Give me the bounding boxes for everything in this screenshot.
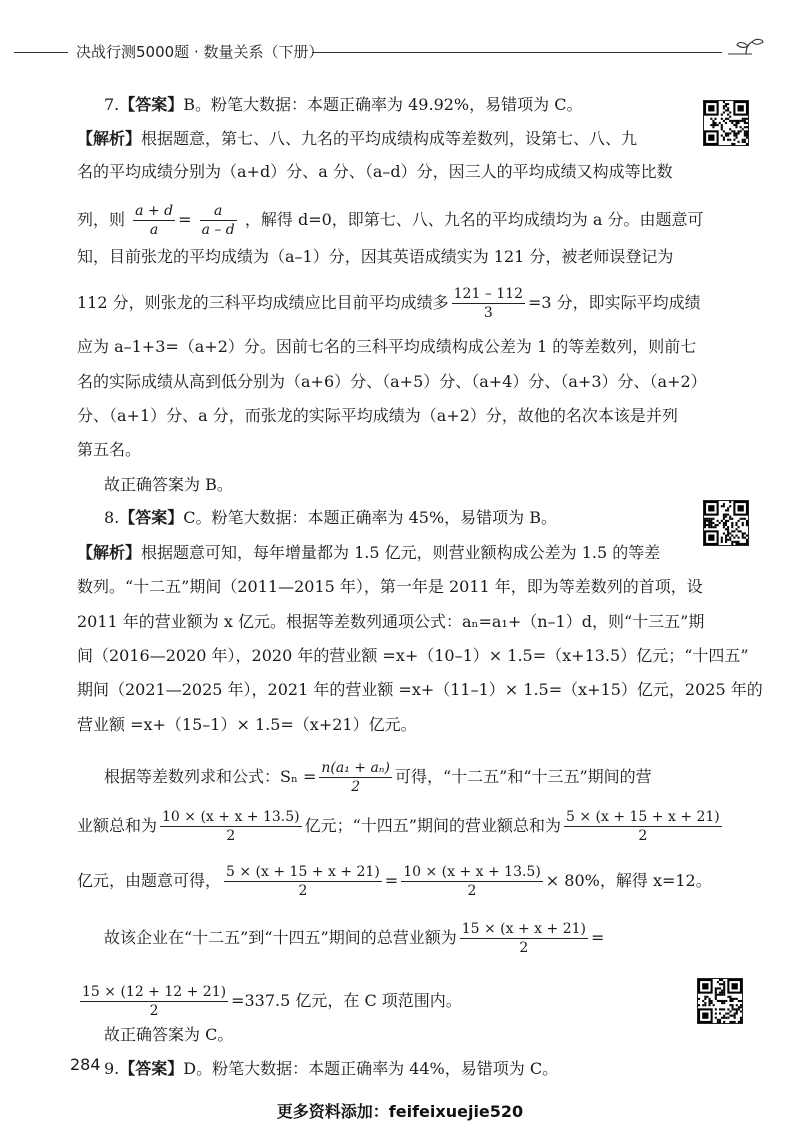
q8-analysis-line-3: 2011 年的营业额为 x 亿元。根据等差数列通项公式：aₙ=a₁+（n–1）d，则“十三五”期 bbox=[77, 612, 705, 631]
q7-analysis-line-5 bbox=[77, 285, 701, 322]
denominator: 2 bbox=[638, 828, 648, 844]
answer-tag: 【答案】 bbox=[119, 95, 184, 114]
q8-text: 根据题意可知，每年增量都为 1.5 亿元，则营业额构成公差为 1.5 的等差 bbox=[141, 543, 661, 562]
fraction bbox=[401, 863, 543, 900]
q8-number: 8. bbox=[104, 508, 120, 527]
analysis-tag: 【解析】 bbox=[77, 543, 142, 562]
header-rule-right bbox=[312, 52, 722, 53]
q7-analysis-line-1 bbox=[77, 129, 637, 149]
numerator: 15 × (x + x + 21) bbox=[461, 921, 586, 937]
q7-text: 根据题意，第七、八、九名的平均成绩构成等差数列，设第七、八、九 bbox=[141, 129, 638, 148]
q8-text: × 80%，解得 x=12。 bbox=[545, 871, 712, 890]
q8-text: =337.5 亿元，在 C 项范围内。 bbox=[231, 991, 462, 1010]
denominator: a – d bbox=[201, 222, 235, 238]
denominator: 3 bbox=[483, 305, 493, 321]
denominator: 2 bbox=[467, 883, 477, 899]
q8-analysis-line-7 bbox=[104, 759, 652, 796]
q7-analysis-line-2: 名的平均成绩分别为（a+d）分、a 分、（a–d）分，因三人的平均成绩又构成等比数 bbox=[77, 162, 673, 181]
fraction bbox=[160, 808, 302, 845]
q7-answer-text: B。粉笔大数据：本题正确率为 49.92%，易错项为 C。 bbox=[183, 95, 583, 114]
numerator: a + d bbox=[135, 203, 174, 219]
q8-analysis-line-11 bbox=[77, 983, 462, 1020]
fraction bbox=[133, 202, 175, 239]
q9-answer-text: D。粉笔大数据：本题正确率为 44%，易错项为 C。 bbox=[183, 1059, 559, 1078]
q8-analysis-line-2: 数列。“十二五”期间（2011—2015 年），第一年是 2011 年，即为等差数列的首项，设 bbox=[77, 577, 703, 596]
q7-analysis-line-4: 知，目前张龙的平均成绩为（a–1）分，因其英语成绩实为 121 分，被老师误登记为 bbox=[77, 247, 674, 266]
q7-analysis-line-7: 名的实际成绩从高到低分别为（a+6）分、（a+5）分、（a+4）分、（a+3）分、（a+2） bbox=[77, 372, 707, 391]
fraction bbox=[564, 808, 722, 845]
analysis-tag: 【解析】 bbox=[77, 129, 142, 148]
q8-text: 可得，“十二五”和“十三五”期间的营 bbox=[394, 767, 652, 786]
q7-text: =3 分，即实际平均成绩 bbox=[527, 293, 701, 312]
q7-analysis-line-9: 第五名。 bbox=[77, 440, 142, 459]
q8-analysis-line-9 bbox=[77, 863, 712, 900]
answer-tag: 【答案】 bbox=[119, 1059, 184, 1078]
numerator: 10 × (x + x + 13.5) bbox=[162, 809, 300, 825]
q8-analysis-line-5: 期间（2021—2025 年），2021 年的营业额 =x+（11–1）× 1.5=（x+15）亿元，2025 年的 bbox=[77, 680, 763, 699]
q8-analysis-line-4: 间（2016—2020 年），2020 年的营业额 =x+（10–1）× 1.5=（x+13.5）亿元；“十四五” bbox=[77, 646, 749, 665]
numerator: 15 × (12 + 12 + 21) bbox=[82, 984, 227, 1000]
fraction bbox=[460, 920, 588, 957]
denominator: 2 bbox=[149, 1003, 159, 1019]
denominator: 2 bbox=[298, 883, 308, 899]
numerator: 5 × (x + 15 + x + 21) bbox=[226, 864, 380, 880]
fraction bbox=[80, 983, 228, 1020]
sprout-icon bbox=[726, 36, 766, 64]
q8-text: 亿元，由题意可得， bbox=[77, 871, 222, 890]
q7-text: 112 分，则张龙的三科平均成绩应比目前平均成绩多 bbox=[77, 293, 449, 312]
equals-sign: = bbox=[590, 928, 605, 947]
fraction bbox=[200, 202, 237, 239]
q7-answer-line bbox=[104, 95, 582, 115]
denominator: 2 bbox=[519, 940, 529, 956]
q7-analysis-line-3 bbox=[77, 202, 704, 239]
qr-code-icon[interactable] bbox=[697, 978, 743, 1024]
q8-text: 根据等差数列求和公式：Sₙ = bbox=[104, 767, 317, 786]
q9-number: 9. bbox=[104, 1059, 120, 1078]
book-title: 决战行测5000题 · 数量关系（下册） bbox=[76, 43, 324, 61]
numerator: 10 × (x + x + 13.5) bbox=[403, 864, 541, 880]
numerator: a bbox=[200, 202, 237, 221]
q8-analysis-line-8 bbox=[77, 808, 725, 845]
denominator: 2 bbox=[226, 828, 236, 844]
equals-sign: = bbox=[384, 871, 399, 890]
answer-tag: 【答案】 bbox=[119, 508, 184, 527]
q9-answer-line bbox=[104, 1059, 558, 1079]
fraction bbox=[224, 863, 382, 900]
q8-text: 故该企业在“十二五”到“十四五”期间的总营业额为 bbox=[104, 928, 457, 947]
q7-analysis-line-6: 应为 a–1+3=（a+2）分。因前七名的三科平均成绩构成公差为 1 的等差数列，则前七 bbox=[77, 337, 697, 356]
footer-note: 更多资料添加：feifeixuejie520 bbox=[276, 1102, 524, 1121]
running-header bbox=[0, 36, 800, 66]
denominator: 2 bbox=[351, 779, 361, 795]
q8-answer-text: C。粉笔大数据：本题正确率为 45%，易错项为 B。 bbox=[183, 508, 558, 527]
q7-text: ，解得 d=0，即第七、八、九名的平均成绩均为 a 分。由题意可 bbox=[244, 210, 704, 229]
numerator: 121 – 112 bbox=[453, 286, 523, 302]
equals-sign: = bbox=[178, 210, 192, 229]
fraction bbox=[452, 285, 525, 322]
denominator: a bbox=[149, 222, 159, 238]
page-number: 284 bbox=[70, 1055, 101, 1074]
fraction bbox=[319, 759, 392, 796]
qr-code-icon[interactable] bbox=[703, 500, 749, 546]
q7-number: 7. bbox=[104, 95, 120, 114]
q7-text: 列，则 bbox=[77, 210, 126, 229]
q8-conclusion: 故正确答案为 C。 bbox=[104, 1025, 234, 1044]
q8-text: 亿元；“十四五”期间的营业额总和为 bbox=[304, 816, 561, 835]
numerator: n(a₁ + aₙ) bbox=[321, 760, 390, 776]
q7-conclusion: 故正确答案为 B。 bbox=[104, 475, 233, 494]
q8-text: 业额总和为 bbox=[77, 816, 158, 835]
numerator: 5 × (x + 15 + x + 21) bbox=[565, 809, 720, 825]
q8-answer-line bbox=[104, 508, 557, 528]
header-rule-left bbox=[14, 52, 68, 53]
q8-analysis-line-6: 营业额 =x+（15–1）× 1.5=（x+21）亿元。 bbox=[77, 715, 417, 734]
qr-code-icon[interactable] bbox=[703, 100, 749, 146]
q8-analysis-line-1 bbox=[77, 543, 660, 563]
q7-analysis-line-8: 分、（a+1）分、a 分，而张龙的实际平均成绩为（a+2）分，故他的名次本该是并列 bbox=[77, 406, 678, 425]
q8-analysis-line-10 bbox=[104, 920, 604, 957]
